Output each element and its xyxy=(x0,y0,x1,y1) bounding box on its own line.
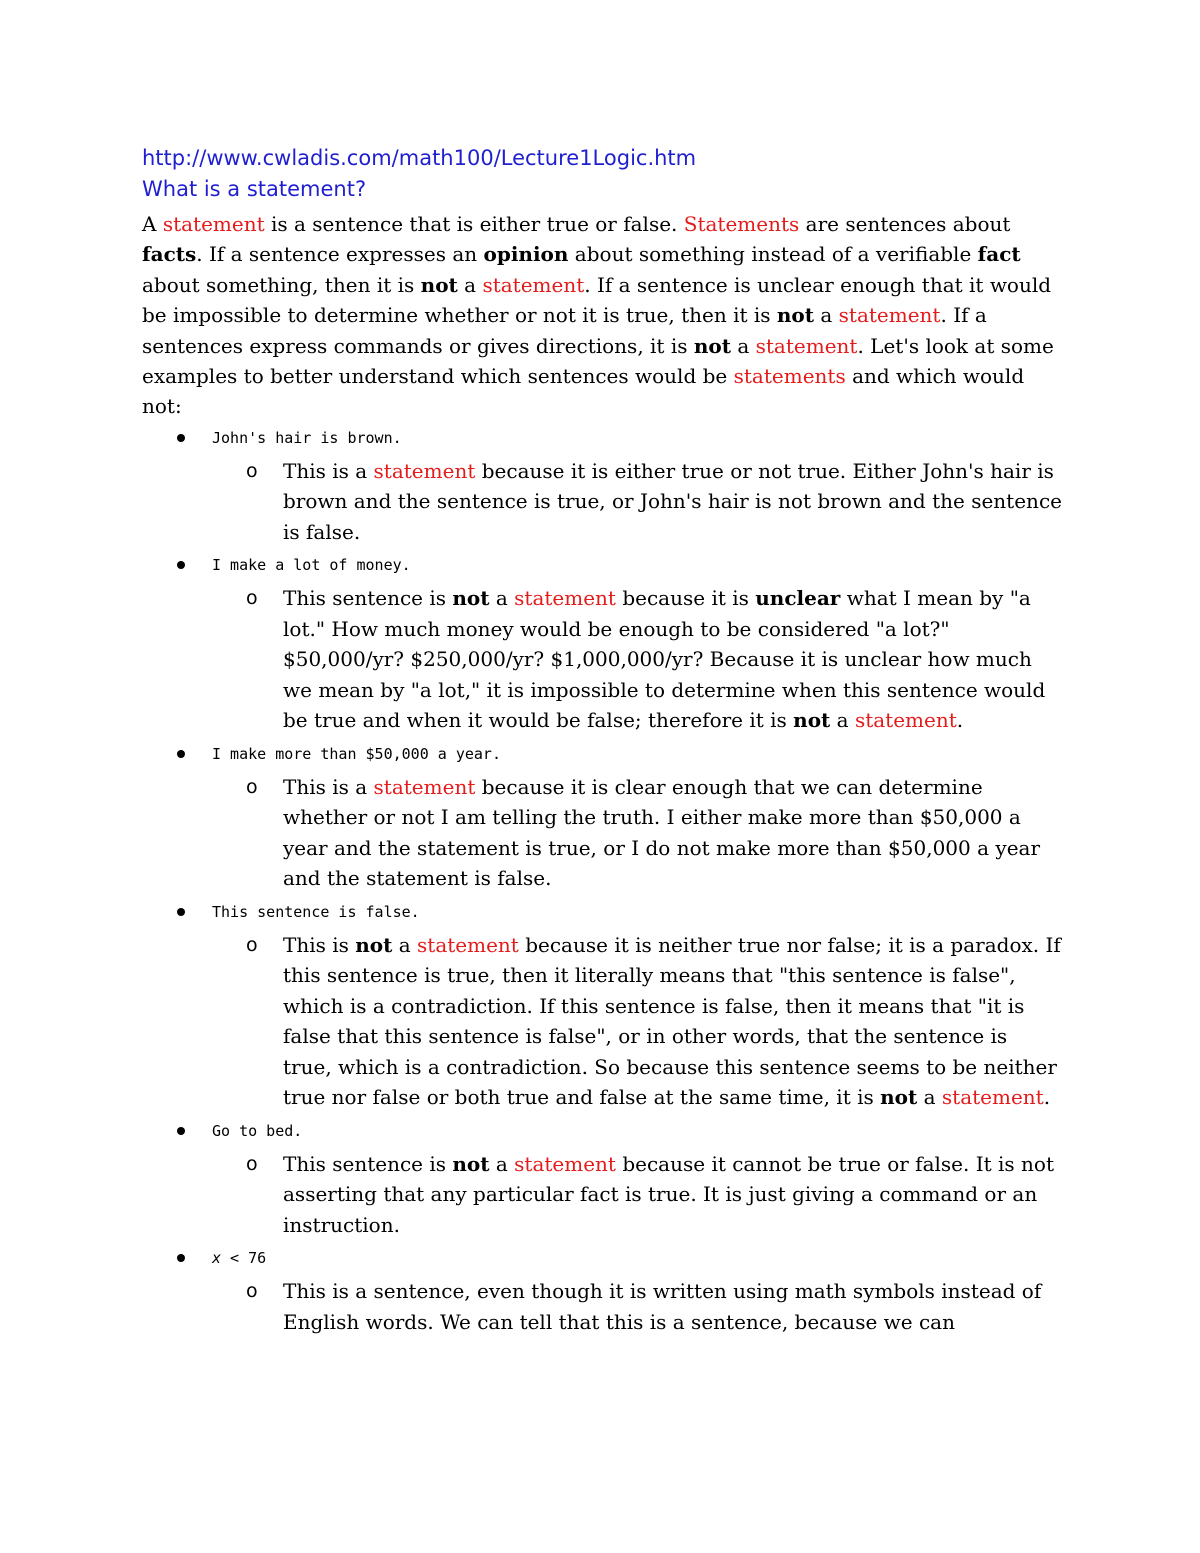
list-item xyxy=(142,1242,1062,1337)
source-url-link[interactable]: http://www.cwladis.com/math100/Lecture1Logic.htm xyxy=(142,146,697,170)
bullet-icon xyxy=(177,1254,185,1262)
term-statements: statements xyxy=(733,364,846,389)
sub-bullet-icon: o xyxy=(246,1152,258,1175)
list-item xyxy=(142,738,1062,894)
list-item xyxy=(142,1115,1062,1241)
bullet-icon xyxy=(177,908,185,916)
text-run: This is a xyxy=(283,774,374,799)
example-explanation xyxy=(142,1149,1062,1241)
text-run: a xyxy=(457,272,483,297)
text-run: a xyxy=(730,333,756,358)
math-variable: x xyxy=(212,1249,222,1268)
sub-bullet-icon: o xyxy=(246,459,258,482)
example-sentence xyxy=(142,1242,1062,1274)
bold-opinion: opinion xyxy=(483,242,569,267)
text-run: A xyxy=(142,212,163,236)
example-sentence xyxy=(142,1115,1062,1147)
bold-not: not xyxy=(693,333,731,358)
text-run: because it cannot be true or false. It is not asserting that any particular fact is true. It is just giving a command or an instruction. xyxy=(283,1151,1054,1237)
term-statement: statement xyxy=(838,303,941,328)
document-page xyxy=(142,143,1062,1339)
text-run: because it is neither true nor false; it is a paradox. If this sentence is true, then it literally means that "this sentence is false", which is a contradiction. If this sentence is false, then it means that "it is false that this sentence is false", or in other words, that the sentence is true, which is a contradiction. So because this sentence seems to be neither true nor false or both true and false at the same time, it is xyxy=(283,932,1061,1110)
bullet-icon xyxy=(177,561,185,569)
text-run: a xyxy=(830,708,855,733)
example-sentence-text: John's hair is brown. xyxy=(212,428,402,447)
bold-not: not xyxy=(420,272,458,297)
text-run: . xyxy=(1043,1085,1051,1110)
text-run: about something, then it is xyxy=(142,272,421,297)
text-run: This sentence is xyxy=(283,1151,453,1176)
term-statement: statement xyxy=(373,774,476,799)
text-run: is a sentence that is either true or false. xyxy=(264,212,684,236)
text-run: . If a sentences express commands or gives directions, it is xyxy=(142,303,987,358)
text-run: . Let's look at some examples to better understand which sentences would be xyxy=(142,333,1054,389)
term-statement: statement xyxy=(514,586,616,611)
term-statement: statement xyxy=(162,212,265,236)
text-run: because it is either true or not true. Either John's hair is brown and the sentence is true, or John's hair is not brown and the sentence is false. xyxy=(283,458,1062,544)
text-run: about something instead of a verifiable xyxy=(568,242,978,267)
example-sentence-text: < 76 xyxy=(221,1249,267,1268)
bold-not: not xyxy=(452,586,490,611)
bold-unclear: unclear xyxy=(755,586,841,611)
text-run: and which would not: xyxy=(142,364,1025,419)
example-explanation xyxy=(142,456,1062,548)
example-explanation xyxy=(142,1276,1062,1337)
bold-not: not xyxy=(452,1151,490,1176)
bold-not: not xyxy=(793,708,831,733)
text-run: what I mean by "a lot." How much money would be enough to be considered "a lot?" $50,000/yr? $250,000/yr? $1,000,000/yr? Because it is unclear how much we mean by "a lot," it is impossible to determine when this sentence would be true and when it would be false; therefore it is xyxy=(283,586,1046,733)
example-sentence-text: This sentence is false. xyxy=(212,902,420,921)
text-run: This sentence is xyxy=(283,586,453,611)
example-sentence xyxy=(142,738,1062,770)
text-run: This is a sentence, even though it is written using math symbols instead of English words. We can tell that this is a sentence, because we can xyxy=(283,1279,1042,1334)
text-run: a xyxy=(392,932,418,957)
term-statement: statement xyxy=(755,333,858,358)
list-item xyxy=(142,896,1062,1113)
term-statement: statement xyxy=(417,932,519,957)
text-run: . If a sentence expresses an xyxy=(196,242,484,267)
text-run: because it is clear enough that we can determine whether or not I am telling the truth. I either make more than $50,000 a year and the statement is true, or I do not make more than $50,000 a year and the statement is false. xyxy=(283,774,1041,891)
term-statement: statement xyxy=(482,272,585,297)
section-heading: What is a statement? xyxy=(142,177,367,201)
example-sentence xyxy=(142,896,1062,928)
bullet-icon xyxy=(177,750,185,758)
sub-bullet-icon: o xyxy=(246,587,258,610)
text-run: because it is xyxy=(615,586,756,611)
example-explanation xyxy=(142,583,1062,736)
text-run: This is xyxy=(283,932,356,957)
example-sentence-text: I make more than $50,000 a year. xyxy=(212,744,501,763)
bold-fact: fact xyxy=(977,242,1021,267)
text-run: a xyxy=(917,1085,942,1110)
bold-not: not xyxy=(776,303,815,328)
term-statement: statement xyxy=(854,708,957,733)
text-run: a xyxy=(489,586,515,611)
example-sentence xyxy=(142,422,1062,454)
term-statement: statement xyxy=(514,1151,616,1176)
example-explanation xyxy=(142,772,1062,894)
bold-not: not xyxy=(355,932,393,957)
term-statements: Statements xyxy=(683,212,800,236)
text-run: . If a sentence is unclear enough that it would be impossible to determine whether or not it is true, then it is xyxy=(142,272,1052,328)
sub-bullet-icon: o xyxy=(246,775,258,798)
intro-paragraph xyxy=(142,209,1062,422)
example-explanation xyxy=(142,930,1062,1113)
text-run: are sentences about xyxy=(799,212,1011,236)
bold-facts: facts xyxy=(142,242,197,267)
list-item xyxy=(142,549,1062,736)
example-sentence-text: I make a lot of money. xyxy=(212,556,411,575)
bullet-icon xyxy=(177,434,185,442)
term-statement: statement xyxy=(941,1085,1044,1110)
list-item xyxy=(142,422,1062,548)
sub-bullet-icon: o xyxy=(246,933,258,956)
examples-list xyxy=(142,422,1062,1338)
term-statement: statement xyxy=(373,458,476,483)
sub-bullet-icon: o xyxy=(246,1280,258,1303)
bullet-icon xyxy=(177,1127,185,1135)
text-run: This is a xyxy=(283,458,374,483)
bold-not: not xyxy=(880,1085,918,1110)
example-sentence-text: Go to bed. xyxy=(212,1121,303,1140)
text-run: a xyxy=(814,303,839,328)
text-run: a xyxy=(489,1151,515,1176)
text-run: . xyxy=(956,708,964,733)
example-sentence xyxy=(142,549,1062,581)
